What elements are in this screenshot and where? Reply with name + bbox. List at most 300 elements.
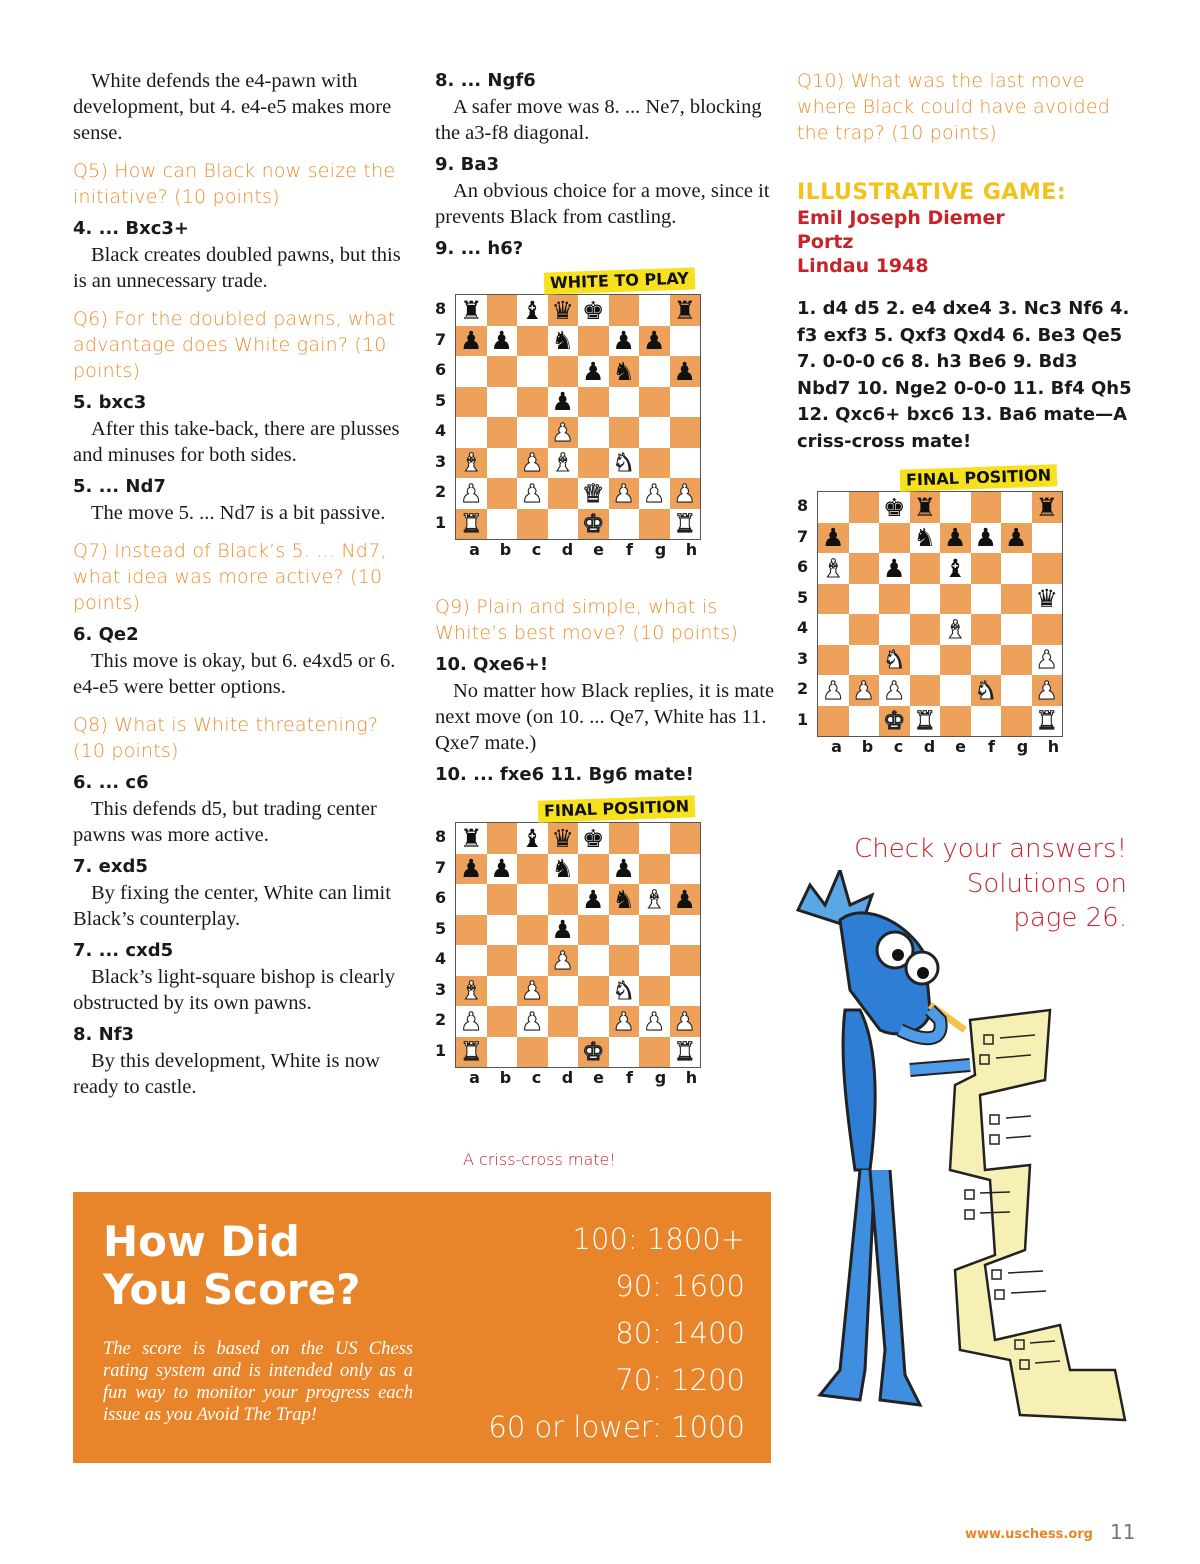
rank-label: 7 [435, 329, 447, 349]
black-pawn-icon: ♟ [582, 884, 605, 914]
black-pawn-icon: ♟ [460, 326, 483, 356]
rank-label: 1 [797, 709, 809, 729]
board-square [670, 1006, 701, 1037]
board-square [1001, 584, 1032, 615]
black-pawn-icon: ♟ [612, 854, 635, 884]
paragraph: After this take-back, there are plusses and minuses for both sides. [73, 418, 400, 466]
white-bishop-icon: ♝ [643, 884, 666, 914]
board-square [639, 417, 670, 448]
black-queen-icon: ♛ [551, 295, 574, 325]
board-square [609, 356, 640, 387]
black-bishop-icon: ♝ [521, 295, 544, 325]
white-bishop-icon: ♝ [460, 976, 483, 1006]
board-square [639, 854, 670, 885]
rank-label: 8 [435, 299, 447, 318]
paragraph: This move is okay, but 6. e4xd5 or 6. e4-e5 were better options. [73, 650, 396, 698]
board-square [578, 448, 609, 479]
score-level: 90: 1600 [615, 1269, 745, 1303]
board-square [879, 553, 910, 584]
board-square [487, 417, 518, 448]
board-square [1032, 645, 1063, 676]
black-rook-icon: ♜ [460, 295, 483, 325]
file-label: f [626, 540, 633, 559]
board-square [517, 945, 548, 976]
black-rook-icon: ♜ [673, 295, 696, 325]
board-square [456, 1037, 487, 1068]
board-square [670, 356, 701, 387]
diagram-caption: A criss-cross mate! [463, 1150, 616, 1169]
board-square [517, 823, 548, 854]
file-label: c [893, 737, 904, 756]
board-square [818, 614, 849, 645]
chess-board [817, 491, 1063, 737]
score-level: 60 or lower: 1000 [488, 1410, 745, 1444]
board-square [670, 884, 701, 915]
board-square [609, 1037, 640, 1068]
black-rook-icon: ♜ [460, 823, 483, 853]
paragraph: No matter how Black replies, it is mate next move (on 10. ... Qe7, White has 11. Qxe7 mate.) [435, 680, 775, 754]
board-square [879, 645, 910, 676]
board-square [517, 356, 548, 387]
board-square [670, 478, 701, 509]
file-label: h [1047, 737, 1060, 756]
white-pawn-icon: ♟ [551, 945, 574, 975]
board-square [971, 614, 1002, 645]
board-square [456, 326, 487, 357]
board-square [548, 387, 579, 418]
paragraph: A safer move was 8. ... Ne7, blocking the a3-f8 diagonal. [435, 96, 762, 144]
board-square [609, 387, 640, 418]
move: 5. bxc3 [73, 392, 147, 413]
black-pawn-icon: ♟ [490, 326, 513, 356]
chess-diagram [435, 796, 735, 1102]
board-square [548, 295, 579, 326]
board-square [609, 976, 640, 1007]
rank-label: 2 [435, 1010, 447, 1029]
footer-url[interactable]: www.uschess.org [965, 1527, 1093, 1542]
white-knight-icon: ♞ [612, 976, 635, 1006]
board-square [910, 553, 941, 584]
move: 8. Nf3 [73, 1024, 135, 1045]
board-square [670, 417, 701, 448]
white-pawn-icon: ♟ [643, 1006, 666, 1036]
diagram-tag: FINAL POSITION [900, 464, 1058, 491]
white-rook-icon: ♜ [460, 509, 483, 539]
board-square [517, 478, 548, 509]
paragraph: By fixing the center, White can limit Black’s counterplay. [73, 882, 391, 930]
white-rook-icon: ♜ [1035, 706, 1058, 736]
board-square [609, 417, 640, 448]
board-square [578, 509, 609, 540]
board-square [639, 823, 670, 854]
board-square [517, 915, 548, 946]
board-square [1032, 614, 1063, 645]
board-square [548, 417, 579, 448]
black-pawn-icon: ♟ [582, 356, 605, 386]
board-square [456, 356, 487, 387]
file-labels [459, 1068, 707, 1087]
board-square [910, 645, 941, 676]
board-square [670, 448, 701, 479]
score-title-line: You Score? [103, 1265, 361, 1314]
board-square [609, 448, 640, 479]
white-pawn-icon: ♟ [521, 976, 544, 1006]
board-square [971, 584, 1002, 615]
board-square [849, 645, 880, 676]
board-square [609, 1006, 640, 1037]
board-square [578, 1006, 609, 1037]
score-levels [488, 1216, 745, 1451]
rank-labels [435, 294, 449, 538]
board-square [548, 356, 579, 387]
robot-illustration [780, 870, 1150, 1430]
rank-label: 4 [435, 949, 447, 968]
board-square [517, 387, 548, 418]
score-box [73, 1192, 771, 1463]
board-square [456, 295, 487, 326]
board-square [578, 478, 609, 509]
board-square [456, 976, 487, 1007]
rank-label: 8 [435, 827, 447, 846]
white-pawn-icon: ♟ [612, 1006, 635, 1036]
file-label: d [923, 737, 936, 756]
board-square [548, 915, 579, 946]
board-square [1001, 492, 1032, 523]
rank-label: 2 [797, 679, 809, 698]
board-square [879, 523, 910, 554]
score-level: 100: 1800+ [572, 1222, 745, 1256]
board-square [670, 976, 701, 1007]
black-pawn-icon: ♟ [883, 553, 906, 583]
column-2 [435, 68, 775, 1102]
white-pawn-icon: ♟ [612, 478, 635, 508]
paragraph: Black creates doubled pawns, but this is an unnecessary trade. [73, 244, 401, 292]
black-queen-icon: ♛ [551, 823, 574, 853]
board-square [609, 478, 640, 509]
black-knight-icon: ♞ [551, 326, 574, 356]
game-moves: 1. d4 d5 2. e4 dxe4 3. Nc3 Nf6 4. f3 exf3 5. Qxf3 Qxd4 6. Be3 Qe5 7. 0-0-0 c6 8. h3 Be6 9. Bd3 Nbd7 10. Nge2 0-0-0 11. Bf4 Qh5 12. Qxc6+ bxc6 13. Ba6 mate—A criss-cross mate! [797, 298, 1132, 452]
question-6: Q6) For the doubled pawns, what advantage does White gain? (10 points) [73, 308, 396, 382]
check-answers-line: Solutions on [966, 868, 1127, 899]
rank-label: 2 [435, 482, 447, 501]
file-label: e [593, 1068, 604, 1087]
board-square [487, 1037, 518, 1068]
white-bishop-icon: ♝ [944, 614, 967, 644]
board-square [456, 448, 487, 479]
chess-diagram [797, 465, 1097, 771]
white-pawn-icon: ♟ [521, 478, 544, 508]
board-square [818, 553, 849, 584]
board-square [578, 295, 609, 326]
black-pawn-icon: ♟ [1005, 523, 1028, 553]
board-square [487, 387, 518, 418]
board-square [578, 976, 609, 1007]
board-square [487, 854, 518, 885]
board-square [879, 706, 910, 737]
board-square [548, 976, 579, 1007]
file-label: g [654, 1068, 667, 1087]
rank-labels [797, 491, 811, 735]
board-square [639, 356, 670, 387]
white-bishop-icon: ♝ [460, 448, 483, 478]
board-square [639, 884, 670, 915]
file-label: b [861, 737, 874, 756]
black-knight-icon: ♞ [612, 356, 635, 386]
black-queen-icon: ♛ [1035, 584, 1058, 614]
board-square [1001, 645, 1032, 676]
file-label: f [626, 1068, 633, 1087]
white-knight-icon: ♞ [974, 675, 997, 705]
board-square [548, 478, 579, 509]
move: 4. ... Bxc3+ [73, 218, 190, 239]
black-pawn-icon: ♟ [612, 326, 635, 356]
board-square [940, 584, 971, 615]
rank-label: 8 [797, 496, 809, 515]
board-square [670, 915, 701, 946]
board-square [517, 417, 548, 448]
board-square [639, 387, 670, 418]
move: 8. ... Ngf6 [435, 70, 536, 91]
board-square [578, 823, 609, 854]
board-square [639, 295, 670, 326]
score-title [103, 1218, 361, 1314]
white-pawn-icon: ♟ [643, 478, 666, 508]
board-square [487, 295, 518, 326]
score-level: 80: 1400 [615, 1316, 745, 1350]
board-square [670, 854, 701, 885]
board-square [879, 675, 910, 706]
board-square [456, 884, 487, 915]
board-square [548, 884, 579, 915]
question-9: Q9) Plain and simple, what is White’s best move? (10 points) [435, 596, 738, 644]
board-square [609, 823, 640, 854]
board-square [818, 584, 849, 615]
file-label: e [593, 540, 604, 559]
white-pawn-icon: ♟ [673, 1006, 696, 1036]
board-square [548, 509, 579, 540]
rank-label: 5 [435, 918, 447, 938]
board-square [548, 448, 579, 479]
paragraph: An obvious choice for a move, since it prevents Black from castling. [435, 180, 770, 228]
paragraph: Black’s light-square bishop is clearly obstructed by its own pawns. [73, 966, 396, 1014]
question-7: Q7) Instead of Black’s 5. ... Nd7, what idea was more active? (10 points) [73, 540, 387, 614]
rank-label: 3 [797, 648, 809, 668]
rank-label: 4 [797, 618, 809, 637]
paragraph: This defends d5, but trading center pawns was more active. [73, 798, 377, 846]
board-square [487, 1006, 518, 1037]
white-rook-icon: ♜ [460, 1037, 483, 1067]
board-square [456, 945, 487, 976]
board-square [578, 326, 609, 357]
board-square [849, 492, 880, 523]
board-square [578, 945, 609, 976]
white-king-icon: ♚ [582, 509, 605, 539]
white-pawn-icon: ♟ [460, 1006, 483, 1036]
board-square [548, 854, 579, 885]
black-pawn-icon: ♟ [974, 523, 997, 553]
board-square [1001, 523, 1032, 554]
board-square [578, 1037, 609, 1068]
board-square [456, 823, 487, 854]
question-5: Q5) How can Black now seize the initiative? (10 points) [73, 160, 396, 208]
file-label: e [955, 737, 966, 756]
move: 10. Qxe6+! [435, 654, 549, 675]
board-square [517, 509, 548, 540]
file-label: h [685, 1068, 698, 1087]
checklist-scroll [950, 1010, 1125, 1420]
rank-label: 5 [797, 587, 809, 607]
illustrative-game-heading: ILLUSTRATIVE GAME: [797, 180, 1067, 205]
board-square [487, 915, 518, 946]
board-square [971, 492, 1002, 523]
board-square [578, 356, 609, 387]
move: 7. ... cxd5 [73, 940, 174, 961]
black-king-icon: ♚ [582, 823, 605, 853]
board-square [609, 509, 640, 540]
board-square [609, 295, 640, 326]
file-label: h [685, 540, 698, 559]
board-square [971, 553, 1002, 584]
board-square [940, 492, 971, 523]
column-3 [797, 68, 1132, 771]
rank-label: 5 [435, 390, 447, 410]
board-square [487, 823, 518, 854]
file-label: f [988, 737, 995, 756]
move: 10. ... fxe6 11. Bg6 mate! [435, 764, 694, 785]
board-square [639, 1006, 670, 1037]
board-square [879, 614, 910, 645]
paragraph: By this development, White is now ready to castle. [73, 1050, 380, 1098]
file-label: b [499, 540, 512, 559]
board-square [517, 295, 548, 326]
rank-label: 4 [435, 421, 447, 440]
board-square [456, 854, 487, 885]
board-square [1032, 675, 1063, 706]
file-label: c [531, 1068, 542, 1087]
board-square [517, 1037, 548, 1068]
board-square [639, 326, 670, 357]
board-square [578, 417, 609, 448]
board-square [487, 326, 518, 357]
board-square [517, 1006, 548, 1037]
board-square [609, 854, 640, 885]
board-square [910, 584, 941, 615]
file-label: g [654, 540, 667, 559]
white-pawn-icon: ♟ [460, 478, 483, 508]
black-pawn-icon: ♟ [460, 854, 483, 884]
file-label: d [561, 1068, 574, 1087]
white-king-icon: ♚ [883, 706, 906, 736]
rank-label: 1 [435, 1040, 447, 1060]
board-square [517, 326, 548, 357]
black-knight-icon: ♞ [612, 884, 635, 914]
white-rook-icon: ♜ [913, 706, 936, 736]
board-square [487, 356, 518, 387]
board-square [940, 706, 971, 737]
board-square [971, 645, 1002, 676]
board-square [910, 523, 941, 554]
board-square [1032, 523, 1063, 554]
board-square [1032, 492, 1063, 523]
board-square [548, 823, 579, 854]
board-square [910, 675, 941, 706]
board-square [849, 706, 880, 737]
board-square [849, 523, 880, 554]
move: 6. ... c6 [73, 772, 149, 793]
black-rook-icon: ♜ [1035, 492, 1058, 522]
white-pawn-icon: ♟ [673, 478, 696, 508]
board-square [456, 417, 487, 448]
check-answers-line: page 26. [1013, 903, 1127, 933]
player-white: Emil Joseph Diemer [797, 207, 1005, 229]
file-label: a [831, 737, 842, 756]
board-square [548, 1037, 579, 1068]
rank-label: 1 [435, 512, 447, 532]
white-bishop-icon: ♝ [822, 553, 845, 583]
board-square [940, 553, 971, 584]
game-event: Lindau 1948 [797, 255, 929, 277]
rank-labels [435, 822, 449, 1066]
white-bishop-icon: ♝ [551, 448, 574, 478]
chess-diagram [435, 268, 735, 574]
move: 7. exd5 [73, 856, 148, 877]
black-knight-icon: ♞ [913, 523, 936, 553]
board-square [971, 675, 1002, 706]
page-number: 11 [1110, 1520, 1136, 1544]
board-square [670, 1037, 701, 1068]
rank-label: 3 [435, 451, 447, 471]
black-pawn-icon: ♟ [551, 387, 574, 417]
board-square [609, 945, 640, 976]
player-black: Portz [797, 231, 854, 253]
board-square [1001, 614, 1032, 645]
white-king-icon: ♚ [582, 1037, 605, 1067]
board-square [670, 387, 701, 418]
rank-label: 7 [797, 526, 809, 546]
board-square [1032, 553, 1063, 584]
move: 5. ... Nd7 [73, 476, 166, 497]
file-label: a [469, 1068, 480, 1087]
white-queen-icon: ♛ [582, 478, 605, 508]
chess-board [455, 294, 701, 540]
board-square [910, 492, 941, 523]
black-bishop-icon: ♝ [944, 553, 967, 583]
board-square [456, 509, 487, 540]
black-bishop-icon: ♝ [521, 823, 544, 853]
board-square [670, 326, 701, 357]
white-knight-icon: ♞ [883, 645, 906, 675]
black-rook-icon: ♜ [913, 492, 936, 522]
rank-label: 6 [797, 557, 809, 576]
board-square [517, 884, 548, 915]
score-level: 70: 1200 [615, 1363, 745, 1397]
file-label: b [499, 1068, 512, 1087]
board-square [818, 645, 849, 676]
board-square [517, 448, 548, 479]
white-pawn-icon: ♟ [521, 448, 544, 478]
score-description: The score is based on the US Chess rating system and is intended only as a fun way to monitor your progress each issue as you Avoid The Trap! [103, 1339, 413, 1425]
question-10: Q10) What was the last move where Black could have avoided the trap? (10 points) [797, 70, 1110, 144]
question-8: Q8) What is White threatening? (10 points) [73, 714, 379, 762]
white-pawn-icon: ♟ [1035, 645, 1058, 675]
board-square [456, 1006, 487, 1037]
board-square [639, 976, 670, 1007]
board-square [639, 945, 670, 976]
board-square [670, 509, 701, 540]
board-square [578, 854, 609, 885]
board-square [849, 553, 880, 584]
board-square [940, 523, 971, 554]
